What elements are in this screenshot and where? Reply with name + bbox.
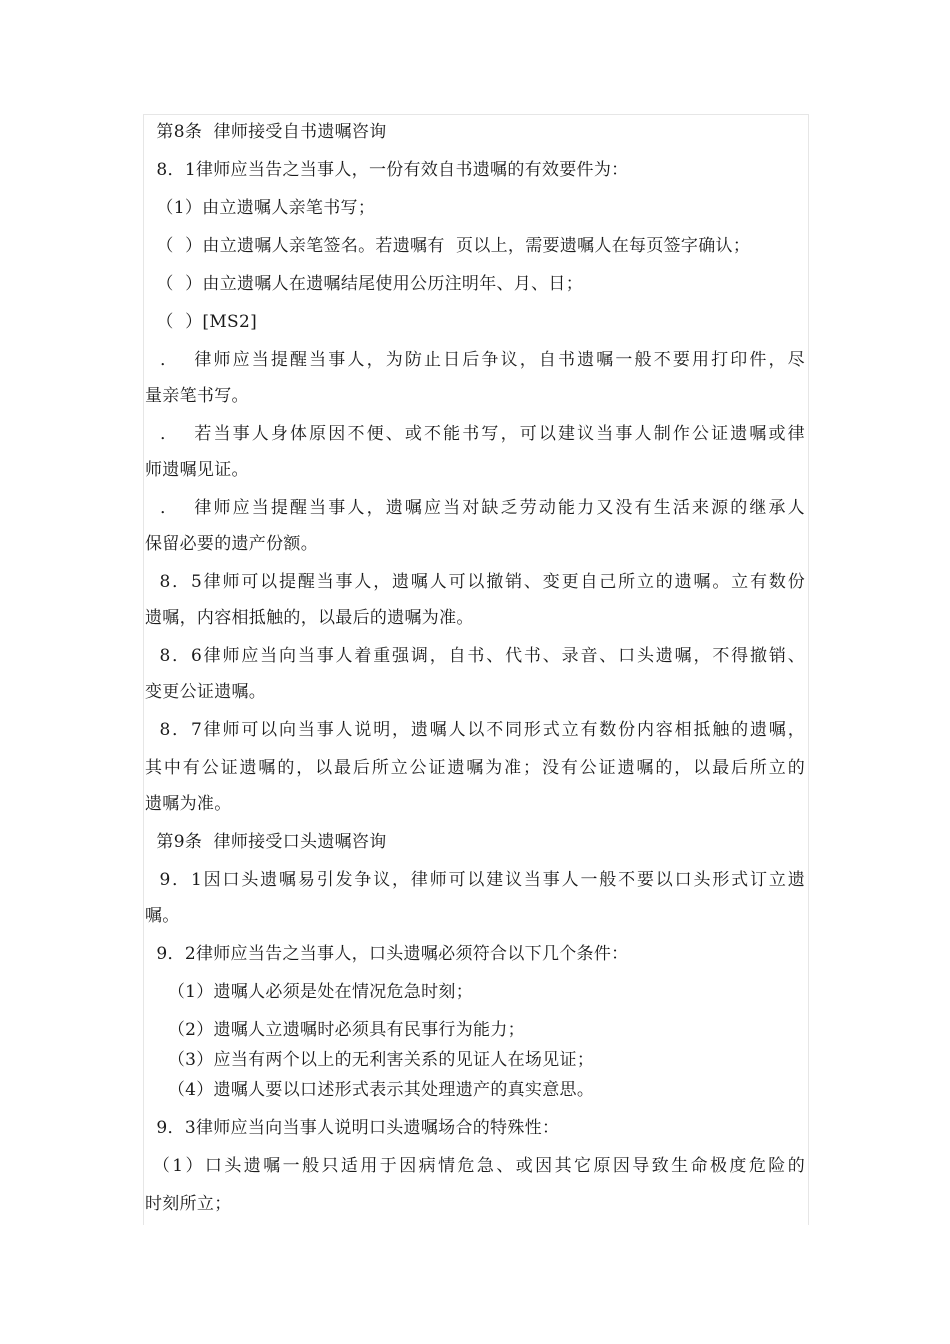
text-line: （4）遗嘱人要以口述形式表示其处理遗产的真实意思。 [145, 1080, 595, 1100]
text-line: 8．1律师应当告之当事人，一份有效自书遗嘱的有效要件为： [145, 160, 629, 180]
text-line: 其中有公证遗嘱的，以最后所立公证遗嘱为准；没有公证遗嘱的，以最后所立的 [145, 758, 805, 778]
text-line: 第9条 律师接受口头遗嘱咨询 [145, 832, 387, 852]
text-line: （1）由立遗嘱人亲笔书写； [145, 198, 376, 218]
text-line: 9．2律师应当告之当事人，口头遗嘱必须符合以下几个条件： [145, 944, 629, 964]
text-line: （2）遗嘱人立遗嘱时必须具有民事行为能力； [145, 1020, 525, 1040]
text-line: 嘱。 [145, 906, 180, 926]
text-line: ． 若当事人身体原因不便、或不能书写，可以建议当事人制作公证遗嘱或律 [145, 424, 805, 444]
text-line: 9．1因口头遗嘱易引发争议，律师可以建议当事人一般不要以口头形式订立遗 [145, 870, 805, 890]
text-line: ． 律师应当提醒当事人，为防止日后争议，自书遗嘱一般不要用打印件，尽 [145, 350, 805, 370]
text-line: 时刻所立； [145, 1194, 232, 1214]
text-line: 9．3律师应当向当事人说明口头遗嘱场合的特殊性： [145, 1118, 560, 1138]
text-line: （ ）由立遗嘱人在遗嘱结尾使用公历注明年、月、日； [145, 274, 584, 294]
text-line: （3）应当有两个以上的无利害关系的见证人在场见证； [145, 1050, 595, 1070]
text-line: 遗嘱，内容相抵触的，以最后的遗嘱为准。 [145, 608, 474, 628]
text-line: 8．5律师可以提醒当事人，遗嘱人可以撤销、变更自己所立的遗嘱。立有数份 [145, 572, 805, 592]
text-line: 8．7律师可以向当事人说明，遗嘱人以不同形式立有数份内容相抵触的遗嘱， [145, 720, 805, 740]
text-line: 第8条 律师接受自书遗嘱咨询 [145, 122, 387, 142]
text-line: （1）口头遗嘱一般只适用于因病情危急、或因其它原因导致生命极度危险的 [145, 1156, 805, 1176]
text-line: 8．6律师应当向当事人着重强调，自书、代书、录音、口头遗嘱，不得撤销、 [145, 646, 805, 666]
text-line: ． 律师应当提醒当事人，遗嘱应当对缺乏劳动能力又没有生活来源的继承人 [145, 498, 805, 518]
text-line: 遗嘱为准。 [145, 794, 232, 814]
text-line: （1）遗嘱人必须是处在情况危急时刻； [145, 982, 474, 1002]
text-line: （ ）[MS2] [145, 312, 258, 332]
text-line: 师遗嘱见证。 [145, 460, 249, 480]
text-line: （ ）由立遗嘱人亲笔签名。若遗嘱有 页以上，需要遗嘱人在每页签字确认； [145, 236, 751, 256]
text-line: 变更公证遗嘱。 [145, 682, 267, 702]
text-line: 保留必要的遗产份额。 [145, 534, 318, 554]
text-line: 量亲笔书写。 [145, 386, 249, 406]
